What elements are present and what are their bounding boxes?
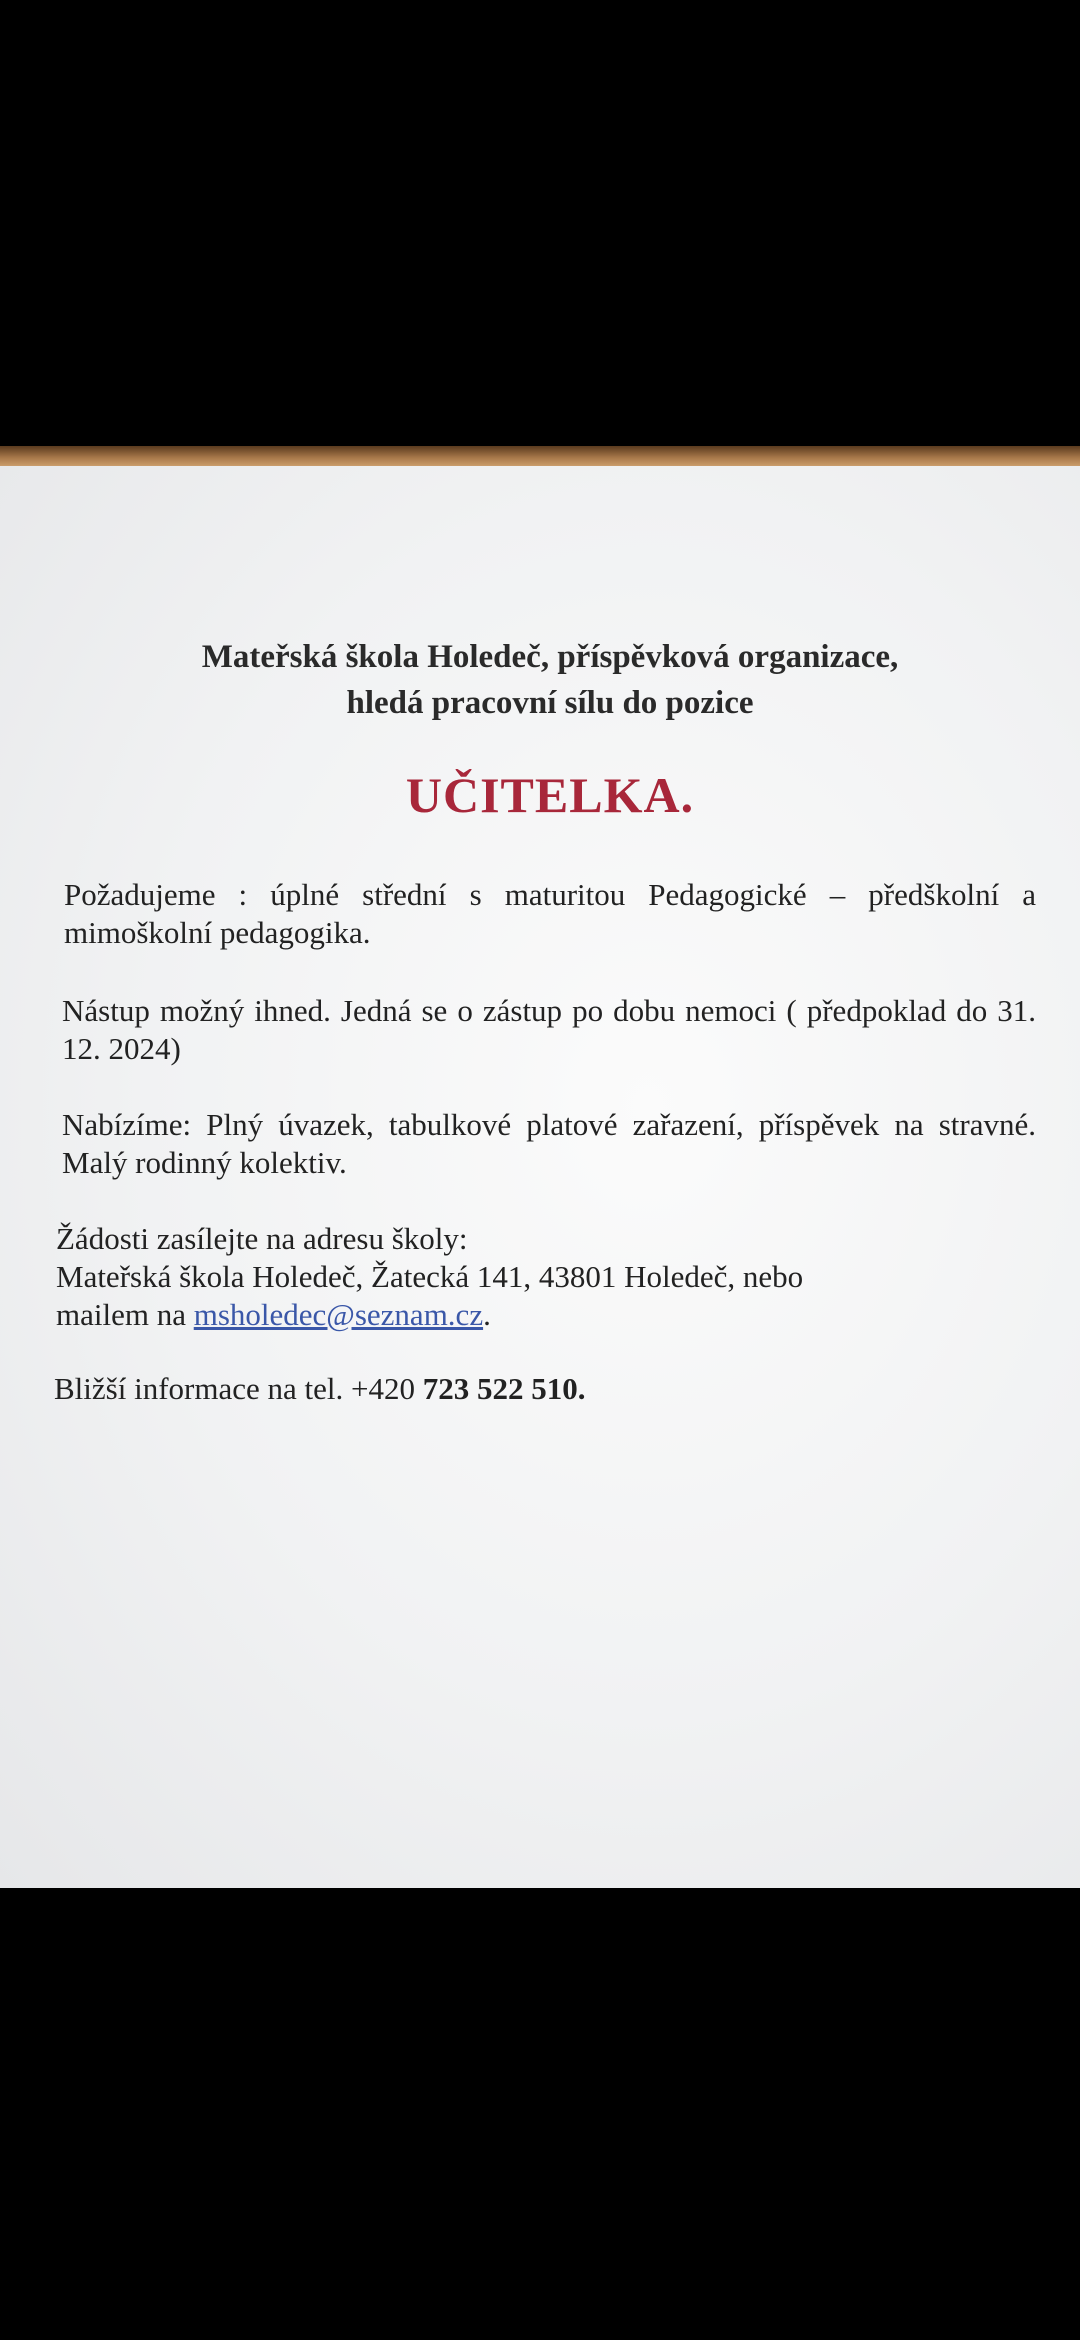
application-email-line: [56, 1296, 1036, 1334]
start-date-paragraph: Nástup možný ihned. Jedná se o zástup po dobu nemoci ( předpoklad do 31. 12. 2024): [62, 993, 1036, 1066]
contact-prefix: Bližší informace na tel. +420: [54, 1371, 423, 1406]
notice-heading-line-2: hledá pracovní sílu do pozice: [346, 685, 754, 721]
application-paragraph: [56, 1220, 1036, 1334]
email-suffix: .: [483, 1297, 491, 1332]
requirements-paragraph: Požadujeme : úplné střední s maturitou Pedagogické – předškolní a mimoškolní pedagogika.: [64, 877, 1036, 950]
email-prefix: mailem na: [56, 1297, 194, 1332]
offer-paragraph: Nabízíme: Plný úvazek, tabulkové platové zařazení, příspěvek na stravné. Malý rodinný kolektiv.: [62, 1107, 1036, 1180]
notice-paper: [0, 466, 1080, 1888]
notice-heading-line-1: Mateřská škola Holedeč, příspěvková organizace,: [201, 639, 899, 675]
position-title: UČITELKA.: [405, 767, 695, 823]
application-line-1: Žádosti zasílejte na adresu školy:: [56, 1221, 468, 1256]
email-link[interactable]: msholedec@seznam.cz: [193, 1297, 484, 1332]
application-address: Mateřská škola Holedeč, Žatecká 141, 43801 Holedeč, nebo: [56, 1259, 804, 1294]
phone-number[interactable]: 723 522 510.: [422, 1371, 586, 1406]
contact-paragraph: [54, 1370, 1034, 1408]
